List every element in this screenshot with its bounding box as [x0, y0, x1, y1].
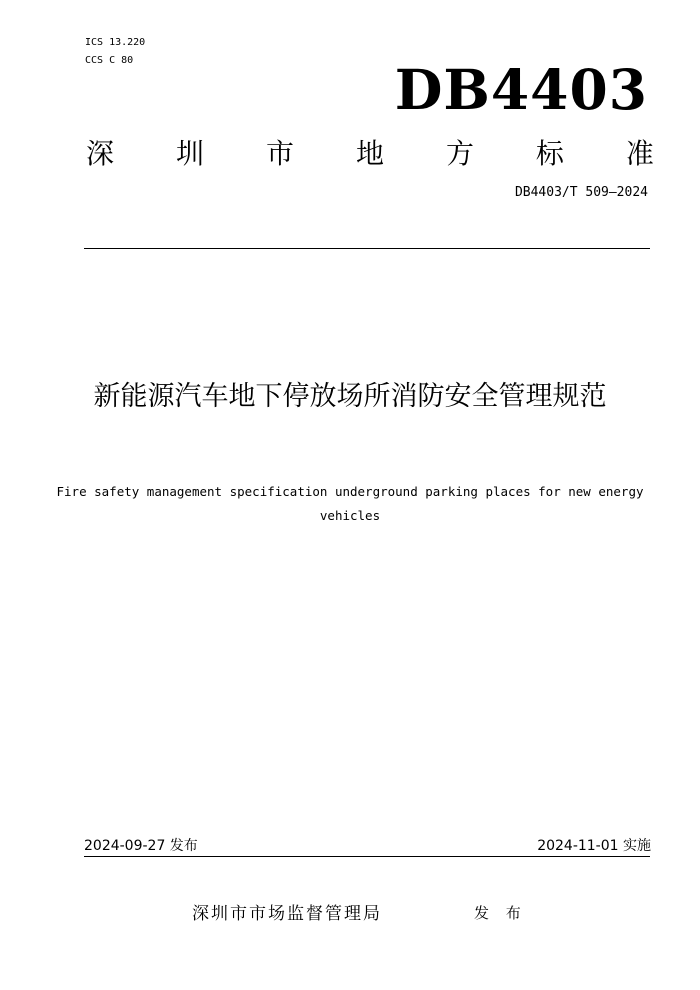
standard-type-char: 准: [625, 137, 654, 170]
standard-type-char: 标: [535, 137, 564, 170]
issue-label: 发 布: [474, 904, 527, 922]
english-title: Fire safety management specification underground parking places for new energy vehicles: [56, 484, 644, 523]
standard-type-char: 市: [265, 137, 294, 170]
issuer-row: [0, 900, 700, 928]
ics-code: ICS 13.220: [85, 37, 146, 48]
chinese-title: 新能源汽车地下停放场所消防安全管理规范: [93, 381, 607, 412]
top-divider: [84, 248, 650, 249]
publish-date: 2024-09-27 发布: [84, 838, 198, 854]
standard-type-char: 地: [355, 137, 384, 170]
standard-type-title: [86, 136, 654, 172]
bottom-divider: [84, 856, 650, 857]
issuing-authority: 深圳市市场监督管理局: [192, 904, 382, 924]
standard-number: DB4403/T 509—2024: [514, 185, 648, 200]
standard-type-char: 深: [86, 137, 115, 170]
standard-type-char: 方: [445, 137, 474, 170]
db-code-logo: DB4403: [394, 57, 648, 122]
standard-type-char: 圳: [175, 137, 204, 170]
ccs-code: CCS C 80: [85, 55, 134, 66]
implementation-date: 2024-11-01 实施: [537, 838, 651, 854]
